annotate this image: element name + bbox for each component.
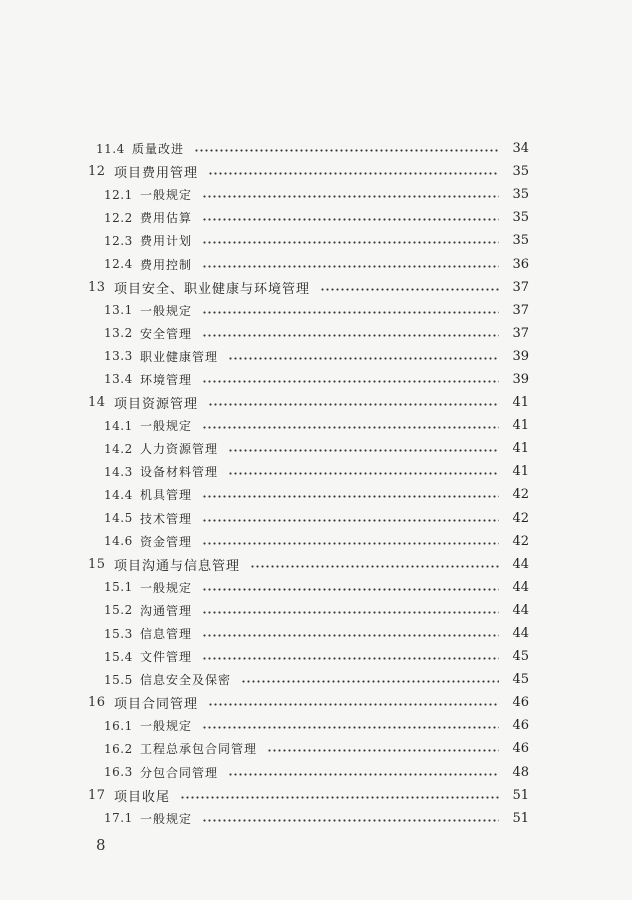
- toc-entry-title: 项目安全、职业健康与环境管理: [114, 281, 311, 297]
- toc-entry-number: 16.2: [104, 741, 133, 756]
- toc-entry-page: 36: [512, 256, 529, 272]
- dot-leader: [202, 195, 499, 198]
- toc-section-row: [0, 714, 632, 737]
- toc-section-row: [0, 622, 632, 645]
- toc-entry-page: 46: [512, 695, 529, 711]
- dot-leader: [241, 680, 499, 683]
- toc-section-row: [0, 807, 632, 830]
- toc-entry-number: 13.2: [104, 326, 133, 341]
- toc-entry-number: 14.2: [104, 441, 133, 456]
- dot-leader: [202, 519, 499, 522]
- toc-entry-number: 16.1: [104, 718, 133, 733]
- toc-entry-number: 15.4: [104, 649, 133, 664]
- toc-section-row: [0, 322, 632, 345]
- toc-entry-title: 项目费用管理: [114, 166, 199, 182]
- toc-entry-title: 工程总承包合同管理: [140, 742, 258, 757]
- toc-entry-title: 机具管理: [140, 488, 193, 503]
- toc-entry-title: 费用控制: [140, 257, 193, 272]
- toc-entry-page: 39: [512, 371, 529, 387]
- toc-entry-number: 13.4: [104, 372, 133, 387]
- toc-entry-number: 15.3: [104, 626, 133, 641]
- toc-section-row: [0, 599, 632, 622]
- toc-entry-page: 34: [512, 141, 529, 157]
- toc-entry-title: 资金管理: [140, 534, 193, 549]
- toc-entry-title: 环境管理: [140, 372, 193, 387]
- toc-entry-page: 41: [512, 464, 529, 480]
- toc-entry-page: 46: [512, 741, 529, 757]
- toc-entry-number: 13.1: [104, 303, 133, 318]
- dot-leader: [202, 657, 499, 660]
- toc-chapter-row: [0, 391, 632, 414]
- toc-entry-page: 44: [512, 602, 529, 618]
- toc-entry-number: 17.1: [104, 811, 133, 826]
- toc-entry-title: 一般规定: [140, 580, 193, 595]
- toc-entry-title: 文件管理: [140, 650, 193, 665]
- dot-leader: [228, 773, 499, 776]
- dot-leader: [194, 149, 499, 152]
- toc-entry-number: 12.3: [104, 233, 133, 248]
- toc-entry-number: 16: [88, 695, 106, 711]
- toc-entry-title: 一般规定: [140, 188, 193, 203]
- dot-leader: [202, 334, 499, 337]
- toc-entry-title: 一般规定: [140, 719, 193, 734]
- dot-leader: [208, 703, 499, 706]
- dot-leader: [202, 542, 499, 545]
- toc-entry-title: 项目沟通与信息管理: [114, 558, 241, 574]
- toc-entry-page: 41: [512, 441, 529, 457]
- toc-entry-page: 35: [512, 210, 529, 226]
- toc-entry-title: 安全管理: [140, 326, 193, 341]
- toc-section-row: [0, 668, 632, 691]
- toc-entry-number: 17: [88, 787, 106, 803]
- toc-entry-page: 45: [512, 649, 529, 665]
- toc-entry-page: 42: [512, 487, 529, 503]
- toc-entry-page: 37: [512, 279, 529, 295]
- page-number: 8: [96, 836, 106, 854]
- toc-section-row: [0, 206, 632, 229]
- toc-entry-page: 44: [512, 556, 529, 572]
- toc-entry-title: 设备材料管理: [140, 465, 219, 480]
- toc-entry-page: 51: [512, 787, 529, 803]
- toc-entry-number: 15.2: [104, 603, 133, 618]
- dot-leader: [202, 311, 499, 314]
- toc-entry-number: 14.1: [104, 418, 133, 433]
- dot-leader: [320, 288, 499, 291]
- dot-leader: [202, 611, 499, 614]
- toc-chapter-row: [0, 160, 632, 183]
- toc-entry-page: 35: [512, 187, 529, 203]
- dot-leader: [208, 403, 499, 406]
- dot-leader: [267, 749, 499, 752]
- toc-section-row: [0, 137, 632, 160]
- toc-entry-title: 一般规定: [140, 303, 193, 318]
- toc-section-row: [0, 576, 632, 599]
- toc-entry-title: 技术管理: [140, 511, 193, 526]
- toc-entry-number: 14.4: [104, 487, 133, 502]
- toc-entry-number: 13.3: [104, 349, 133, 364]
- toc-entry-title: 一般规定: [140, 419, 193, 434]
- toc-section-row: [0, 761, 632, 784]
- toc-entry-number: 14.3: [104, 464, 133, 479]
- toc-chapter-row: [0, 553, 632, 576]
- dot-leader: [202, 241, 499, 244]
- toc-entry-page: 39: [512, 348, 529, 364]
- toc-entry-number: 12: [88, 164, 106, 180]
- toc-entry-number: 12.2: [104, 210, 133, 225]
- dot-leader: [228, 472, 499, 475]
- dot-leader: [208, 172, 499, 175]
- toc-entry-page: 41: [512, 418, 529, 434]
- toc-entry-page: 46: [512, 718, 529, 734]
- toc-entry-title: 信息安全及保密: [140, 673, 232, 688]
- toc-entry-page: 35: [512, 233, 529, 249]
- dot-leader: [228, 449, 499, 452]
- toc-entry-number: 15.5: [104, 672, 133, 687]
- toc-section-row: [0, 229, 632, 252]
- dot-leader: [202, 380, 499, 383]
- toc-section-row: [0, 737, 632, 760]
- dot-leader: [202, 588, 499, 591]
- dot-leader: [250, 565, 499, 568]
- toc-entry-page: 48: [512, 764, 529, 780]
- dot-leader: [202, 634, 499, 637]
- toc-entry-number: 16.3: [104, 765, 133, 780]
- toc-section-row: [0, 507, 632, 530]
- toc-entry-title: 项目资源管理: [114, 397, 199, 413]
- toc-entry-title: 项目收尾: [114, 789, 171, 805]
- toc-entry-page: 45: [512, 672, 529, 688]
- toc-entry-title: 沟通管理: [140, 603, 193, 618]
- toc-section-row: [0, 645, 632, 668]
- toc-entry-number: 14: [88, 395, 106, 411]
- toc-chapter-row: [0, 784, 632, 807]
- toc-entry-title: 职业健康管理: [140, 349, 219, 364]
- toc-entry-title: 费用估算: [140, 211, 193, 226]
- toc-entry-number: 13: [88, 279, 106, 295]
- toc-entry-title: 人力资源管理: [140, 442, 219, 457]
- toc-section-row: [0, 299, 632, 322]
- toc-chapter-row: [0, 276, 632, 299]
- toc-entry-page: 42: [512, 510, 529, 526]
- toc-entry-number: 15.1: [104, 580, 133, 595]
- toc-section-row: [0, 437, 632, 460]
- toc-section-row: [0, 252, 632, 275]
- toc-section-row: [0, 530, 632, 553]
- table-of-contents: [0, 137, 632, 830]
- toc-entry-page: 42: [512, 533, 529, 549]
- dot-leader: [202, 426, 499, 429]
- toc-entry-title: 项目合同管理: [114, 697, 199, 713]
- toc-section-row: [0, 345, 632, 368]
- toc-entry-title: 一般规定: [140, 811, 193, 826]
- toc-entry-page: 44: [512, 626, 529, 642]
- toc-entry-page: 41: [512, 395, 529, 411]
- toc-entry-title: 信息管理: [140, 627, 193, 642]
- toc-entry-page: 35: [512, 164, 529, 180]
- toc-entry-page: 51: [512, 810, 529, 826]
- toc-section-row: [0, 368, 632, 391]
- toc-entry-number: 14.6: [104, 534, 133, 549]
- toc-entry-number: 14.5: [104, 511, 133, 526]
- toc-entry-title: 分包合同管理: [140, 765, 219, 780]
- toc-entry-page: 44: [512, 579, 529, 595]
- toc-entry-page: 37: [512, 325, 529, 341]
- toc-entry-page: 37: [512, 302, 529, 318]
- dot-leader: [228, 357, 499, 360]
- toc-section-row: [0, 483, 632, 506]
- dot-leader: [180, 796, 499, 799]
- dot-leader: [202, 218, 499, 221]
- dot-leader: [202, 819, 499, 822]
- toc-entry-number: 12.4: [104, 257, 133, 272]
- toc-chapter-row: [0, 691, 632, 714]
- toc-entry-title: 质量改进: [132, 142, 185, 157]
- toc-entry-number: 12.1: [104, 187, 133, 202]
- toc-entry-number: 15: [88, 556, 106, 572]
- dot-leader: [202, 265, 499, 268]
- toc-entry-title: 费用计划: [140, 234, 193, 249]
- dot-leader: [202, 726, 499, 729]
- toc-section-row: [0, 183, 632, 206]
- toc-section-row: [0, 460, 632, 483]
- dot-leader: [202, 495, 499, 498]
- toc-section-row: [0, 414, 632, 437]
- toc-entry-number: 11.4: [96, 141, 125, 156]
